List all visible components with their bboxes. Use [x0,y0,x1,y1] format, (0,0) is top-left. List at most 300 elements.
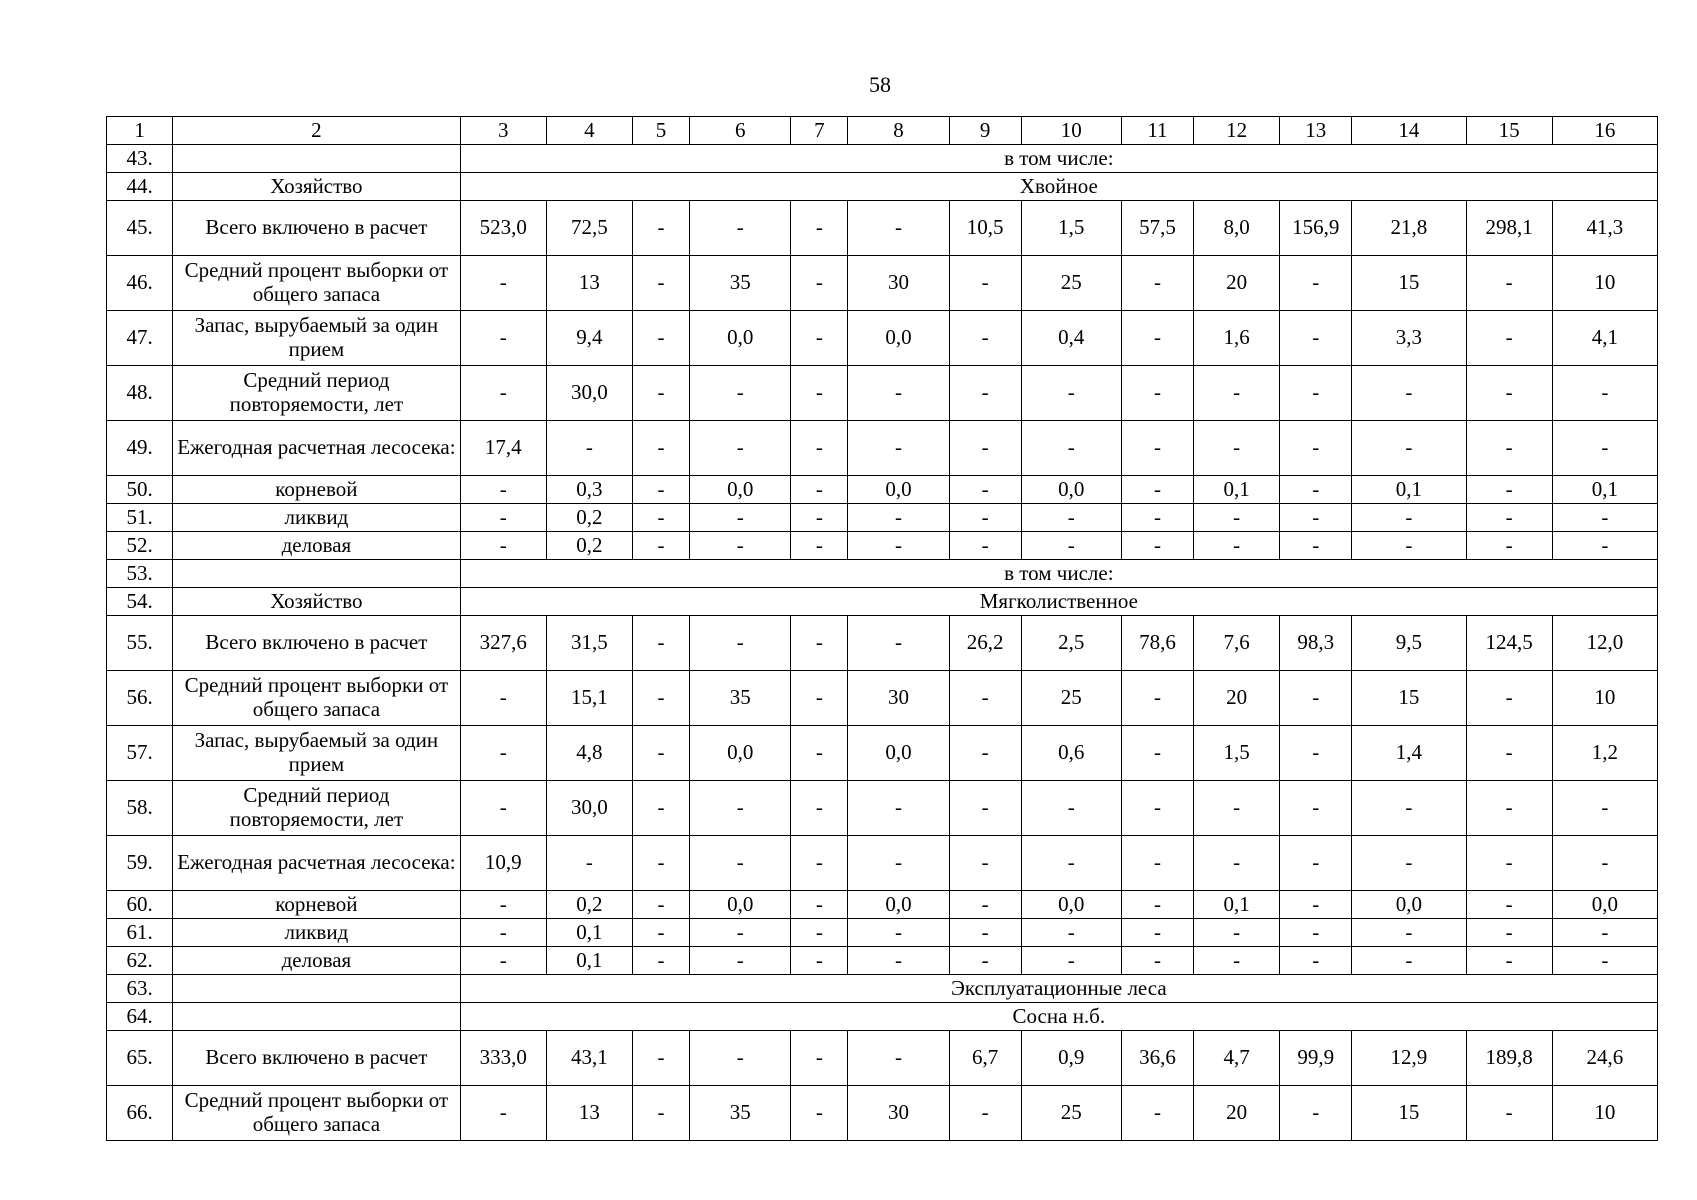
value-cell: - [1466,421,1552,476]
table-body [107,145,1658,1141]
value-cell: - [1280,532,1352,560]
row-label [173,145,461,173]
row-label: деловая [173,532,461,560]
value-cell: 1,2 [1552,726,1657,781]
value-cell: 189,8 [1466,1031,1552,1086]
value-cell: - [1121,836,1193,891]
value-cell: - [1280,726,1352,781]
section-heading: Эксплуатационные леса [460,975,1657,1003]
value-cell: 21,8 [1352,201,1466,256]
value-cell: - [1552,504,1657,532]
value-cell: 6,7 [949,1031,1021,1086]
value-cell: - [949,256,1021,311]
value-cell: - [1194,836,1280,891]
value-cell: - [1194,366,1280,421]
table-row [107,532,1658,560]
value-cell: - [632,891,689,919]
value-cell: 523,0 [460,201,546,256]
table-row [107,201,1658,256]
value-cell: 41,3 [1552,201,1657,256]
value-cell: - [848,947,949,975]
value-cell: 0,2 [546,891,632,919]
value-cell: 13 [546,256,632,311]
value-cell: - [791,671,848,726]
table-row [107,421,1658,476]
value-cell: - [848,1031,949,1086]
column-header: 5 [632,117,689,145]
column-header: 15 [1466,117,1552,145]
value-cell: 3,3 [1352,311,1466,366]
row-label: ликвид [173,504,461,532]
value-cell: 7,6 [1194,616,1280,671]
value-cell: - [1466,1086,1552,1141]
value-cell: - [1121,476,1193,504]
value-cell: 1,4 [1352,726,1466,781]
value-cell: - [791,1031,848,1086]
value-cell: - [791,919,848,947]
value-cell: 12,0 [1552,616,1657,671]
value-cell: - [1280,504,1352,532]
value-cell: - [848,504,949,532]
value-cell: - [1466,781,1552,836]
value-cell: - [632,781,689,836]
value-cell: - [690,532,791,560]
value-cell: 30,0 [546,366,632,421]
value-cell: 12,9 [1352,1031,1466,1086]
row-label: корневой [173,891,461,919]
row-number: 54. [107,588,173,616]
row-number: 48. [107,366,173,421]
value-cell: 0,1 [1194,891,1280,919]
value-cell: 10,5 [949,201,1021,256]
value-cell: 57,5 [1121,201,1193,256]
value-cell: - [1466,504,1552,532]
value-cell: - [690,366,791,421]
value-cell: 333,0 [460,1031,546,1086]
value-cell: - [1280,476,1352,504]
value-cell: 0,0 [690,476,791,504]
table-row [107,891,1658,919]
value-cell: - [791,504,848,532]
value-cell: - [1021,919,1121,947]
row-number: 44. [107,173,173,201]
value-cell: 10 [1552,671,1657,726]
value-cell: - [1352,836,1466,891]
row-number: 58. [107,781,173,836]
value-cell: 327,6 [460,616,546,671]
value-cell: - [632,671,689,726]
value-cell: - [690,947,791,975]
value-cell: - [632,504,689,532]
value-cell: - [791,1086,848,1141]
value-cell: - [848,532,949,560]
column-header: 9 [949,117,1021,145]
column-header: 2 [173,117,461,145]
row-number: 47. [107,311,173,366]
value-cell: 25 [1021,1086,1121,1141]
value-cell: 72,5 [546,201,632,256]
value-cell: 36,6 [1121,1031,1193,1086]
page-number: 58 [869,72,891,97]
value-cell: - [949,311,1021,366]
value-cell: - [1021,836,1121,891]
row-number: 56. [107,671,173,726]
value-cell: - [1466,256,1552,311]
value-cell: 20 [1194,1086,1280,1141]
row-label: Всего включено в расчет [173,201,461,256]
value-cell: 24,6 [1552,1031,1657,1086]
value-cell: 0,0 [1021,476,1121,504]
value-cell: 0,1 [546,947,632,975]
table-row [107,919,1658,947]
value-cell: - [1466,891,1552,919]
value-cell: - [1280,421,1352,476]
value-cell: - [690,781,791,836]
value-cell: - [1121,421,1193,476]
value-cell: - [1194,504,1280,532]
value-cell: - [1552,781,1657,836]
value-cell: - [460,1086,546,1141]
column-header: 10 [1021,117,1121,145]
section-heading: в том числе: [460,560,1657,588]
value-cell: 30 [848,671,949,726]
value-cell: 35 [690,671,791,726]
row-label [173,1003,461,1031]
value-cell: - [632,836,689,891]
value-cell: - [1121,781,1193,836]
value-cell: - [460,947,546,975]
value-cell: 4,1 [1552,311,1657,366]
value-cell: - [460,781,546,836]
value-cell: - [1352,781,1466,836]
row-label: Запас, вырубаемый за один прием [173,311,461,366]
table-row [107,1086,1658,1141]
value-cell: 15 [1352,256,1466,311]
table-row [107,1031,1658,1086]
value-cell: 124,5 [1466,616,1552,671]
value-cell: 0,2 [546,504,632,532]
value-cell: - [949,671,1021,726]
value-cell: - [1552,947,1657,975]
value-cell: - [1352,421,1466,476]
row-label: деловая [173,947,461,975]
table-row [107,588,1658,616]
value-cell: 9,4 [546,311,632,366]
column-header: 8 [848,117,949,145]
row-number: 61. [107,919,173,947]
value-cell: 0,0 [848,726,949,781]
value-cell: 0,0 [848,476,949,504]
value-cell: 0,0 [1552,891,1657,919]
value-cell: 0,1 [1552,476,1657,504]
value-cell: 98,3 [1280,616,1352,671]
table-row [107,504,1658,532]
value-cell: - [791,891,848,919]
value-cell: - [1466,919,1552,947]
table-row [107,560,1658,588]
value-cell: - [1021,504,1121,532]
value-cell: 10,9 [460,836,546,891]
value-cell: - [1280,836,1352,891]
row-label: Средний процент выборки от общего запаса [173,256,461,311]
table-row [107,975,1658,1003]
value-cell: - [690,919,791,947]
table-row [107,836,1658,891]
value-cell: 0,3 [546,476,632,504]
value-cell: 0,1 [1194,476,1280,504]
value-cell: - [1280,366,1352,421]
row-number: 62. [107,947,173,975]
value-cell: - [1280,256,1352,311]
table-row [107,256,1658,311]
row-label: Всего включено в расчет [173,616,461,671]
value-cell: - [1021,781,1121,836]
value-cell: - [632,616,689,671]
value-cell: - [848,366,949,421]
value-cell: - [791,366,848,421]
table-row [107,616,1658,671]
value-cell: - [1552,836,1657,891]
value-cell: - [1466,671,1552,726]
row-number: 45. [107,201,173,256]
row-number: 53. [107,560,173,588]
value-cell: 17,4 [460,421,546,476]
value-cell: - [949,532,1021,560]
value-cell: - [1466,366,1552,421]
value-cell: - [949,476,1021,504]
value-cell: - [1352,366,1466,421]
value-cell: 30 [848,1086,949,1141]
value-cell: 25 [1021,256,1121,311]
value-cell: 35 [690,1086,791,1141]
row-label: Средний процент выборки от общего запаса [173,1086,461,1141]
column-header: 16 [1552,117,1657,145]
value-cell: - [1280,311,1352,366]
value-cell: - [460,919,546,947]
row-number: 59. [107,836,173,891]
row-number: 66. [107,1086,173,1141]
value-cell: - [632,726,689,781]
value-cell: - [1352,947,1466,975]
value-cell: 0,4 [1021,311,1121,366]
value-cell: 30 [848,256,949,311]
value-cell: - [1021,421,1121,476]
column-header: 14 [1352,117,1466,145]
value-cell: 15,1 [546,671,632,726]
value-cell: - [791,201,848,256]
value-cell: 31,5 [546,616,632,671]
value-cell: - [460,504,546,532]
column-header: 6 [690,117,791,145]
value-cell: - [848,421,949,476]
value-cell: 30,0 [546,781,632,836]
section-heading: Хвойное [460,173,1657,201]
value-cell: 20 [1194,256,1280,311]
forest-calculation-table [106,116,1658,1141]
value-cell: - [949,504,1021,532]
value-cell: - [460,256,546,311]
value-cell: - [460,532,546,560]
value-cell: 35 [690,256,791,311]
value-cell: - [632,919,689,947]
row-number: 50. [107,476,173,504]
table-row [107,173,1658,201]
table-row [107,947,1658,975]
value-cell: - [546,421,632,476]
value-cell: - [690,504,791,532]
value-cell: - [546,836,632,891]
row-number: 51. [107,504,173,532]
table-row [107,145,1658,173]
value-cell: - [1121,947,1193,975]
value-cell: 78,6 [1121,616,1193,671]
value-cell: 10 [1552,256,1657,311]
row-label: ликвид [173,919,461,947]
value-cell: 10 [1552,1086,1657,1141]
value-cell: - [1121,919,1193,947]
value-cell: - [791,616,848,671]
value-cell: 20 [1194,671,1280,726]
column-header: 12 [1194,117,1280,145]
value-cell: 156,9 [1280,201,1352,256]
value-cell: 8,0 [1194,201,1280,256]
value-cell: 0,1 [546,919,632,947]
value-cell: - [460,476,546,504]
value-cell: 298,1 [1466,201,1552,256]
value-cell: - [632,256,689,311]
value-cell: - [632,366,689,421]
value-cell: - [949,421,1021,476]
table-row [107,726,1658,781]
value-cell: 13 [546,1086,632,1141]
row-number: 43. [107,145,173,173]
value-cell: - [1552,366,1657,421]
value-cell: - [460,891,546,919]
value-cell: - [1121,1086,1193,1141]
table-row [107,781,1658,836]
value-cell: - [791,532,848,560]
value-cell: - [632,1031,689,1086]
value-cell: - [1466,726,1552,781]
value-cell: - [1121,311,1193,366]
value-cell: - [1194,532,1280,560]
value-cell: - [791,836,848,891]
value-cell: - [949,919,1021,947]
row-label: Ежегодная расчетная лесосека: [173,836,461,891]
value-cell: - [1280,671,1352,726]
value-cell: 1,5 [1194,726,1280,781]
value-cell: - [791,947,848,975]
value-cell: 0,0 [690,891,791,919]
section-heading: Мягколиственное [460,588,1657,616]
value-cell: 9,5 [1352,616,1466,671]
value-cell: 4,7 [1194,1031,1280,1086]
row-label: Средний период повторяемости, лет [173,366,461,421]
value-cell: - [1280,947,1352,975]
value-cell: - [1121,671,1193,726]
value-cell: - [791,726,848,781]
value-cell: 0,2 [546,532,632,560]
section-heading: в том числе: [460,145,1657,173]
value-cell: - [1280,919,1352,947]
value-cell: 0,0 [848,311,949,366]
row-label: Хозяйство [173,173,461,201]
value-cell: 4,8 [546,726,632,781]
table-row [107,671,1658,726]
column-header: 11 [1121,117,1193,145]
value-cell: - [1466,532,1552,560]
value-cell: 0,0 [690,311,791,366]
value-cell: 0,0 [690,726,791,781]
table-row [107,366,1658,421]
value-cell: - [1352,504,1466,532]
value-cell: - [632,476,689,504]
value-cell: - [949,726,1021,781]
value-cell: 99,9 [1280,1031,1352,1086]
value-cell: - [632,1086,689,1141]
value-cell: - [460,311,546,366]
value-cell: 26,2 [949,616,1021,671]
value-cell: - [1466,311,1552,366]
value-cell: - [1194,919,1280,947]
value-cell: 1,6 [1194,311,1280,366]
value-cell: - [949,366,1021,421]
value-cell: - [791,256,848,311]
value-cell: - [848,201,949,256]
value-cell: - [1280,781,1352,836]
value-cell: - [848,616,949,671]
value-cell: - [1121,532,1193,560]
column-header: 1 [107,117,173,145]
value-cell: - [690,1031,791,1086]
value-cell: - [791,311,848,366]
value-cell: - [1121,504,1193,532]
value-cell: - [1194,947,1280,975]
value-cell: - [848,919,949,947]
value-cell: - [460,366,546,421]
row-label: Хозяйство [173,588,461,616]
value-cell: - [460,671,546,726]
value-cell: - [632,311,689,366]
row-label: Средний период повторяемости, лет [173,781,461,836]
value-cell: 15 [1352,671,1466,726]
value-cell: 2,5 [1021,616,1121,671]
value-cell: - [848,781,949,836]
value-cell: - [791,421,848,476]
row-number: 60. [107,891,173,919]
value-cell: 0,6 [1021,726,1121,781]
value-cell: - [1021,532,1121,560]
value-cell: - [1552,919,1657,947]
row-label: корневой [173,476,461,504]
column-header-row [107,117,1658,145]
value-cell: - [1280,891,1352,919]
value-cell: - [1021,947,1121,975]
value-cell: - [1280,1086,1352,1141]
row-number: 63. [107,975,173,1003]
value-cell: 0,0 [848,891,949,919]
value-cell: 25 [1021,671,1121,726]
value-cell: - [632,532,689,560]
table-row [107,476,1658,504]
row-number: 65. [107,1031,173,1086]
table-row [107,311,1658,366]
column-header: 13 [1280,117,1352,145]
value-cell: 0,9 [1021,1031,1121,1086]
value-cell: - [1352,532,1466,560]
value-cell: - [1121,891,1193,919]
value-cell: - [949,947,1021,975]
